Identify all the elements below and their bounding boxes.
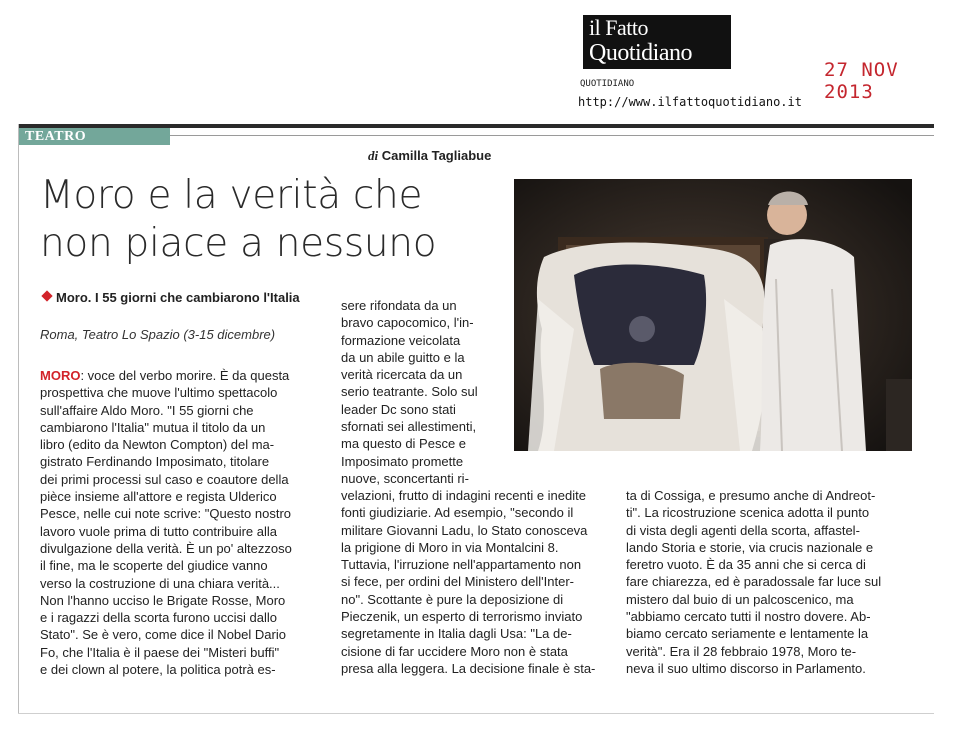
text-line: leader Dc sono stati	[341, 401, 456, 417]
text-line: fare chiarezza, ed è paradossale far luce sul	[626, 574, 882, 590]
logo-line-2: Quotidiano	[589, 40, 692, 66]
text-line: "abbiamo cercato tutti il nostro dovere. Ab-	[626, 609, 871, 625]
text-line: pièce insieme all'attore e regista Ulderico	[40, 489, 277, 505]
clipping-left-rule	[18, 124, 19, 714]
text-line: serio teatrante. Solo sul	[341, 384, 478, 400]
text-line: da un abile guitto e la	[341, 349, 465, 365]
article-column-4	[626, 487, 881, 677]
text-line: ti". La ricostruzione scenica adotta il punto	[626, 505, 870, 521]
text-line: cambiarono l'Italia" mutua il titolo da un	[40, 419, 266, 435]
logo-line-1: il Fatto	[589, 15, 648, 40]
text-line: Non l'hanno ucciso le Brigate Rosse, Moro	[40, 592, 286, 608]
article-column-2	[341, 297, 478, 487]
article-column-3	[341, 487, 595, 677]
date-stamp: 27 NOV 2013	[824, 59, 899, 103]
text-line: Tuttavia, l'irruzione nell'appartamento non	[341, 557, 582, 573]
text-line: Stato". Se è vero, come dice il Nobel Dario	[40, 627, 286, 643]
text-line: militare Giovanni Ladu, lo Stato conosceva	[341, 522, 588, 538]
text-line: sere rifondata da un	[341, 298, 457, 313]
text-line: verità". Era il 28 febbraio 1978, Moro te-	[626, 643, 857, 659]
text-line: il fine, ma le scoperte del giudice vanno	[40, 558, 268, 574]
text-line: fonti giudiziarie. Ad esempio, "secondo il	[341, 505, 574, 521]
text-line: lavoro vuole prima di tutto contribuire alla	[40, 523, 278, 539]
author-name: Camilla Tagliabue	[381, 148, 492, 163]
text-line: feretro vuoto. È da 35 anni che si cerca di	[626, 557, 866, 573]
text-line: mistero dal buio di un palcoscenico, ma	[626, 591, 854, 607]
article-photo	[514, 179, 912, 451]
text-line: sull'affaire Aldo Moro. "I 55 giorni che	[40, 402, 254, 418]
text-line: verso la costruzione di una chiara verità...	[40, 575, 280, 591]
text-line: cisione di far uccidere Moro non è stata	[341, 643, 568, 659]
clipping-bottom-rule	[18, 713, 934, 714]
text-line: formazione veicolata	[341, 332, 461, 348]
text-line: ma questo di Pesce e	[341, 436, 467, 452]
text-line: no". Scottante è pure la deposizione di	[341, 591, 564, 607]
text-line: la prigione di Moro in via Montalcini 8.	[341, 539, 559, 555]
text-line: divulgazione della verità. È un po' altezzoso	[40, 540, 292, 556]
text-line: gistrato Ferdinando Imposimato, titolare	[40, 454, 270, 470]
text-line: Fo, che l'Italia è il paese dei "Misteri buffi"	[40, 644, 280, 660]
publication-url: http://www.ilfattoquotidiano.it	[578, 95, 802, 109]
headline-line-2: non piace a nessuno	[40, 221, 437, 266]
article-column-1	[40, 367, 292, 678]
byline	[368, 148, 491, 164]
text-line: biamo cercato seriamente e lentamente la	[626, 626, 869, 642]
photo-illustration	[514, 179, 912, 451]
publication-type: QUOTIDIANO	[580, 79, 635, 89]
text-line: presa alla leggera. La decisione finale è sta-	[341, 660, 596, 676]
section-divider	[170, 135, 934, 136]
text-line: MORO: voce del verbo morire. È da questa	[40, 368, 290, 383]
text-line: velazioni, frutto di indagini recenti e inedite	[341, 488, 586, 503]
text-line: e i ragazzi della scorta furono uccisi dallo	[40, 610, 278, 626]
text-line: Pesce, nelle cui note scrive: "Questo nostro	[40, 506, 292, 522]
section-tab	[19, 128, 170, 145]
text-line: Pieczenik, un esperto di terrorismo inviato	[341, 609, 583, 625]
text-line: dei primi processi sul caso e coautore della	[40, 471, 289, 487]
headline	[40, 172, 520, 268]
text-line: neva il suo ultimo discorso in Parlamento.	[626, 660, 866, 676]
section-label: TEATRO	[25, 129, 87, 144]
show-venue: Roma, Teatro Lo Spazio (3-15 dicembre)	[40, 327, 276, 342]
text-line: sfornati sei allestimenti,	[341, 419, 477, 435]
lead-keyword: MORO	[40, 368, 81, 383]
text-line: e dei clown al potere, la politica potrà es-	[40, 662, 276, 678]
text-line: libro (edito da Newton Compton) del ma-	[40, 437, 275, 453]
text-line: nuove, sconcertanti ri-	[341, 470, 469, 486]
text-line: bravo capocomico, l'in-	[341, 315, 474, 331]
text-line: ta di Cossiga, e presumo anche di Andreot-	[626, 488, 876, 503]
show-title: Moro. I 55 giorni che cambiarono l'Italia	[56, 290, 300, 305]
text-line: Imposimato promette	[341, 453, 464, 469]
text-line: si fece, per ordini del Ministero dell'Inter-	[341, 574, 574, 590]
headline-line-1: Moro e la verità che	[40, 173, 423, 218]
byline-prefix: di	[368, 148, 379, 163]
text-line: di vista degli agenti della scorta, affastel-	[626, 522, 860, 538]
text-line: prospettiva che muove l'ultimo spettacolo	[40, 385, 278, 401]
newspaper-logo	[583, 15, 731, 69]
text-line: segretamente in Italia dagli Usa: "La de-	[341, 626, 572, 642]
text-line: verità ricercata da un	[341, 367, 463, 383]
text-line: lando Storia e storie, via crucis nazionale e	[626, 539, 874, 555]
